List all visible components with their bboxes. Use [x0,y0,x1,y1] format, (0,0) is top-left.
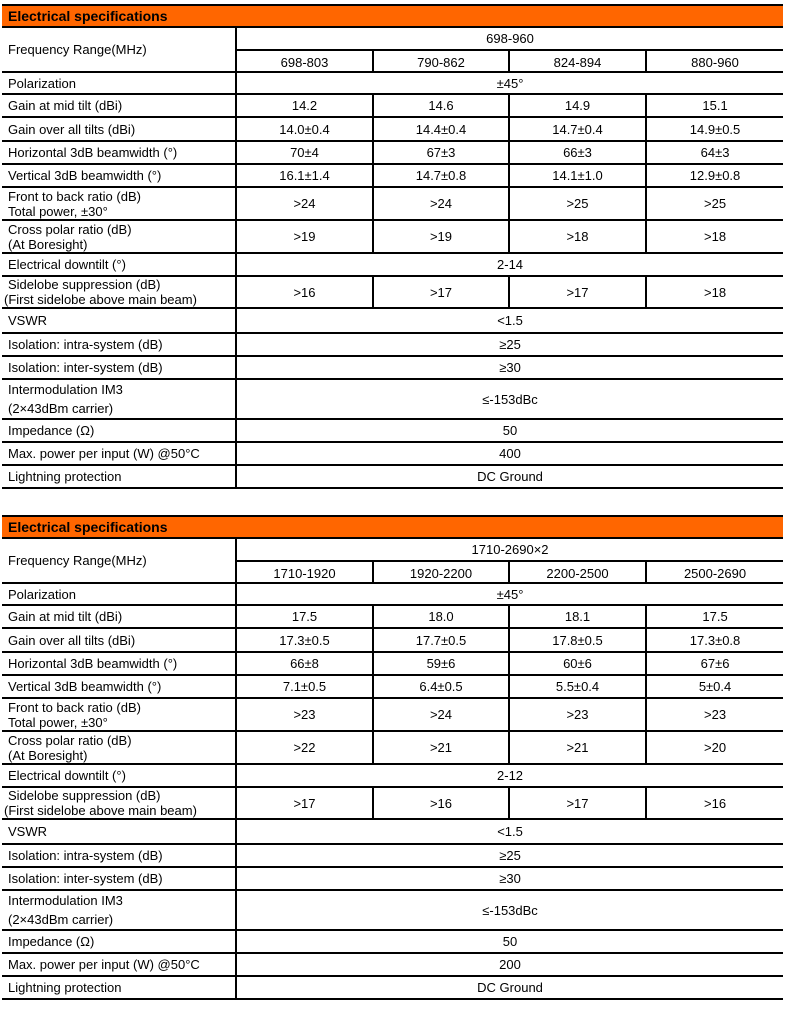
row-label: Gain over all tilts (dBi) [2,117,236,141]
row-value: ±45° [236,583,783,605]
spec-row-downtilt [2,253,783,276]
value-cell: >23 [646,698,783,731]
row-value: 2-12 [236,764,783,787]
spec-row-gain-all [2,117,783,141]
row-label-line2: (2×43dBm carrier) [8,912,114,927]
row-value: <1.5 [236,308,783,333]
electrical-specs-table-2 [2,515,783,1000]
row-value: ≥25 [236,844,783,867]
value-cell: >24 [373,187,509,220]
row-label-line2: (First sidelobe above main beam) [4,292,197,307]
value-cell: 17.3±0.8 [646,628,783,652]
row-label [2,187,236,220]
row-label: Max. power per input (W) @50°C [2,442,236,465]
value-cell: >24 [373,698,509,731]
row-label [2,379,236,419]
value-cell: 17.5 [236,605,373,628]
value-cell: 64±3 [646,141,783,164]
band-cell: 1710-1920 [236,561,373,583]
spec-row-polarization [2,72,783,94]
spec-row-isolation-inter [2,356,783,379]
value-cell: >21 [509,731,646,764]
spec-row-vbw [2,675,783,698]
row-label: Polarization [2,72,236,94]
spec-row-polarization [2,583,783,605]
spec-row-sidelobe [2,787,783,819]
spec-row-max-power [2,953,783,976]
row-value: 50 [236,419,783,442]
row-label-line1: Intermodulation IM3 [8,893,123,908]
value-cell: 18.1 [509,605,646,628]
row-value: ≥25 [236,333,783,356]
value-cell: >18 [509,220,646,253]
row-label: Lightning protection [2,465,236,488]
row-label: Electrical downtilt (°) [2,253,236,276]
row-label: Vertical 3dB beamwidth (°) [2,675,236,698]
value-cell: 14.2 [236,94,373,117]
table-header-row [2,5,783,27]
value-cell: 17.3±0.5 [236,628,373,652]
row-label-line1: Cross polar ratio (dB) [8,221,132,237]
value-cell: >17 [236,787,373,819]
value-cell: >16 [646,787,783,819]
spec-row-hbw [2,141,783,164]
spec-row-frequency [2,538,783,561]
row-label [2,698,236,731]
value-cell: 5±0.4 [646,675,783,698]
value-cell: >24 [236,187,373,220]
value-cell: 14.9 [509,94,646,117]
row-label-line2: (At Boresight) [8,236,88,252]
value-cell: 18.0 [373,605,509,628]
band-cell: 698-803 [236,50,373,72]
row-label-line2: (First sidelobe above main beam) [4,803,197,818]
band-cell: 790-862 [373,50,509,72]
row-label-line2: (At Boresight) [8,747,88,763]
spec-row-isolation-inter [2,867,783,890]
value-cell: 67±6 [646,652,783,675]
value-cell: 6.4±0.5 [373,675,509,698]
spec-row-gain-mid [2,605,783,628]
value-cell: 14.1±1.0 [509,164,646,187]
spec-row-im3 [2,379,783,419]
value-cell: 14.0±0.4 [236,117,373,141]
row-label: Horizontal 3dB beamwidth (°) [2,141,236,164]
row-label [2,890,236,930]
row-label: Isolation: inter-system (dB) [2,867,236,890]
table-title: Electrical specifications [2,5,783,27]
frequency-overall: 1710-2690×2 [236,538,783,561]
row-label: Frequency Range(MHz) [2,538,236,583]
row-label [2,220,236,253]
value-cell: 14.4±0.4 [373,117,509,141]
spec-row-cross-polar [2,731,783,764]
value-cell: >25 [646,187,783,220]
value-cell: >18 [646,220,783,253]
row-value: 2-14 [236,253,783,276]
row-label [2,787,236,819]
value-cell: >17 [509,276,646,308]
value-cell: 15.1 [646,94,783,117]
value-cell: >21 [373,731,509,764]
value-cell: >19 [236,220,373,253]
row-label-line1: Intermodulation IM3 [8,382,123,397]
row-label: Vertical 3dB beamwidth (°) [2,164,236,187]
table-header-row [2,516,783,538]
row-value: 50 [236,930,783,953]
value-cell: 66±8 [236,652,373,675]
spec-row-frequency [2,27,783,50]
spec-row-vbw [2,164,783,187]
spec-row-isolation-intra [2,333,783,356]
spec-row-gain-mid [2,94,783,117]
row-label: Lightning protection [2,976,236,999]
band-cell: 2500-2690 [646,561,783,583]
row-label-line1: Sidelobe suppression (dB) [8,788,161,803]
value-cell: >18 [646,276,783,308]
row-label-line2: (2×43dBm carrier) [8,401,114,416]
band-cell: 2200-2500 [509,561,646,583]
row-label: Gain over all tilts (dBi) [2,628,236,652]
spec-row-hbw [2,652,783,675]
row-label-line2: Total power, ±30° [8,714,108,730]
row-label: Isolation: intra-system (dB) [2,333,236,356]
value-cell: 5.5±0.4 [509,675,646,698]
row-value: ≤-153dBc [236,379,783,419]
value-cell: 67±3 [373,141,509,164]
row-value: ≥30 [236,867,783,890]
row-label [2,276,236,308]
value-cell: 17.7±0.5 [373,628,509,652]
value-cell: >17 [373,276,509,308]
spec-row-vswr [2,819,783,844]
row-label: Frequency Range(MHz) [2,27,236,72]
spec-row-gain-all [2,628,783,652]
value-cell: 70±4 [236,141,373,164]
value-cell: >23 [236,698,373,731]
spec-row-max-power [2,442,783,465]
spec-row-lightning [2,976,783,999]
row-label: Isolation: inter-system (dB) [2,356,236,379]
spec-row-isolation-intra [2,844,783,867]
row-value: <1.5 [236,819,783,844]
row-label-line1: Sidelobe suppression (dB) [8,277,161,292]
row-value: 400 [236,442,783,465]
value-cell: >19 [373,220,509,253]
value-cell: >17 [509,787,646,819]
value-cell: >16 [373,787,509,819]
row-value: ±45° [236,72,783,94]
row-label: Polarization [2,583,236,605]
band-cell: 1920-2200 [373,561,509,583]
spec-row-impedance [2,930,783,953]
row-label [2,731,236,764]
row-value: ≥30 [236,356,783,379]
row-label: VSWR [2,819,236,844]
row-label: Max. power per input (W) @50°C [2,953,236,976]
row-label: VSWR [2,308,236,333]
row-label-line1: Front to back ratio (dB) [8,188,141,204]
value-cell: >16 [236,276,373,308]
frequency-overall: 698-960 [236,27,783,50]
spec-row-front-to-back [2,187,783,220]
value-cell: >20 [646,731,783,764]
value-cell: >22 [236,731,373,764]
table-title: Electrical specifications [2,516,783,538]
row-label: Impedance (Ω) [2,419,236,442]
row-label-line1: Cross polar ratio (dB) [8,732,132,748]
electrical-specs-table-1 [2,4,783,489]
spec-row-cross-polar [2,220,783,253]
value-cell: 7.1±0.5 [236,675,373,698]
spec-row-vswr [2,308,783,333]
value-cell: 14.7±0.8 [373,164,509,187]
row-label-line1: Front to back ratio (dB) [8,699,141,715]
row-label: Gain at mid tilt (dBi) [2,94,236,117]
band-cell: 824-894 [509,50,646,72]
spec-row-im3 [2,890,783,930]
row-label: Isolation: intra-system (dB) [2,844,236,867]
value-cell: >23 [509,698,646,731]
value-cell: 17.5 [646,605,783,628]
spec-row-impedance [2,419,783,442]
spec-row-lightning [2,465,783,488]
row-value: DC Ground [236,465,783,488]
row-label: Impedance (Ω) [2,930,236,953]
value-cell: 14.7±0.4 [509,117,646,141]
value-cell: 16.1±1.4 [236,164,373,187]
value-cell: 59±6 [373,652,509,675]
value-cell: 14.9±0.5 [646,117,783,141]
row-label: Gain at mid tilt (dBi) [2,605,236,628]
row-label-line2: Total power, ±30° [8,203,108,219]
row-label: Electrical downtilt (°) [2,764,236,787]
value-cell: 17.8±0.5 [509,628,646,652]
value-cell: 14.6 [373,94,509,117]
spec-row-downtilt [2,764,783,787]
value-cell: 66±3 [509,141,646,164]
row-value: DC Ground [236,976,783,999]
row-value: ≤-153dBc [236,890,783,930]
spec-row-front-to-back [2,698,783,731]
value-cell: >25 [509,187,646,220]
value-cell: 12.9±0.8 [646,164,783,187]
value-cell: 60±6 [509,652,646,675]
band-cell: 880-960 [646,50,783,72]
spec-row-sidelobe [2,276,783,308]
row-value: 200 [236,953,783,976]
row-label: Horizontal 3dB beamwidth (°) [2,652,236,675]
